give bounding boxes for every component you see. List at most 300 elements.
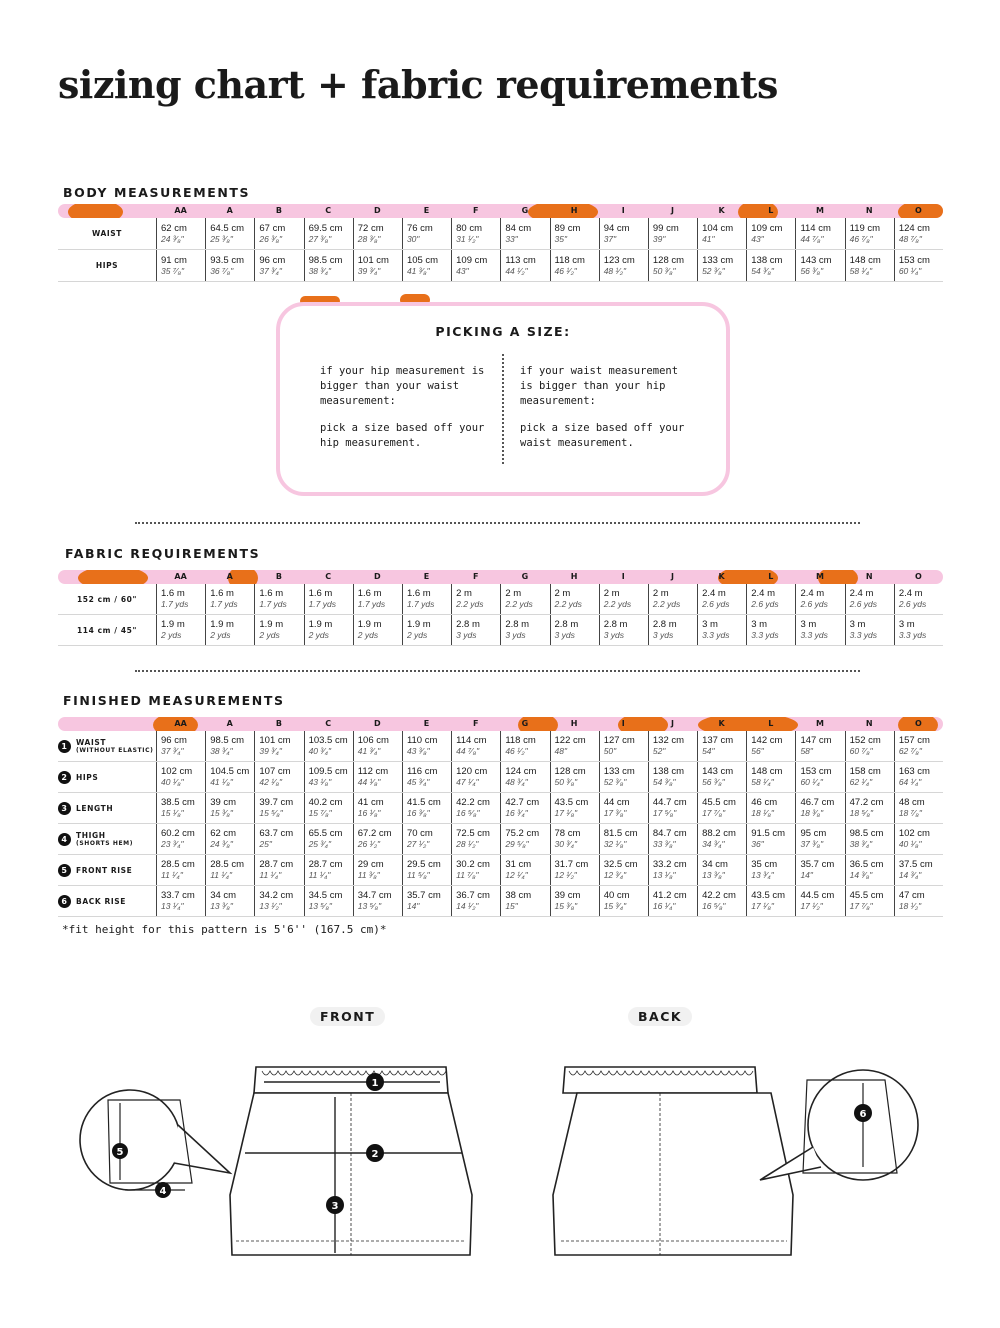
- metric-value: 70 cm: [406, 828, 433, 839]
- size-label: B: [275, 206, 283, 215]
- metric-value: 81.5 cm: [603, 828, 638, 839]
- metric-value: 2.4 m: [898, 588, 923, 599]
- table-cell: [845, 855, 894, 885]
- row-number-icon: 6: [58, 895, 71, 908]
- table-cell: [156, 250, 205, 281]
- size-label: O: [915, 206, 922, 215]
- imperial-value: 16 ³⁄₄": [505, 808, 528, 818]
- table-row: [58, 615, 943, 646]
- table-cell: [254, 886, 303, 916]
- imperial-value: 36 ⁷⁄₈": [210, 265, 234, 276]
- table-cell: [304, 731, 353, 761]
- metric-value: 143 cm: [800, 254, 832, 266]
- imperial-value: 43 ¹⁄₈": [308, 777, 332, 787]
- metric-value: 33.2 cm: [652, 859, 687, 870]
- table-cell: [205, 218, 254, 249]
- imperial-value: 54 ³⁄₈": [751, 265, 774, 276]
- metric-value: 1.6 m: [308, 588, 333, 599]
- metric-value: 153 cm: [800, 766, 832, 777]
- metric-value: 40 cm: [603, 890, 630, 901]
- metric-value: 34.2 cm: [259, 890, 294, 901]
- table-cell: [304, 762, 353, 792]
- table-cell: [550, 886, 599, 916]
- table-cell: [451, 855, 500, 885]
- size-label: N: [865, 206, 873, 215]
- table-cell: [304, 824, 353, 854]
- imperial-value: 3 yds: [652, 630, 674, 640]
- table-cell: [500, 886, 549, 916]
- metric-value: 48 cm: [898, 797, 925, 808]
- metric-value: 43.5 cm: [554, 797, 589, 808]
- table-cell: [353, 218, 402, 249]
- metric-value: 47 cm: [898, 890, 925, 901]
- size-label: L: [768, 719, 774, 728]
- table-cell: [353, 855, 402, 885]
- metric-value: 44.7 cm: [652, 797, 687, 808]
- imperial-value: 14": [800, 870, 813, 880]
- table-cell: [648, 731, 697, 761]
- imperial-value: 13 ³⁄₈": [702, 870, 725, 880]
- size-label: G: [521, 719, 529, 728]
- imperial-value: 13 ³⁄₈": [210, 901, 233, 911]
- metric-value: 35 cm: [751, 859, 778, 870]
- imperial-value: 1.7 yds: [259, 599, 287, 609]
- metric-value: 96 cm: [161, 735, 187, 746]
- imperial-value: 31 ¹⁄₂": [456, 233, 479, 244]
- imperial-value: 11 ³⁄₈": [357, 870, 380, 880]
- front-label: FRONT: [310, 1007, 385, 1026]
- metric-value: 34.7 cm: [357, 890, 392, 901]
- table-cell: [648, 886, 697, 916]
- imperial-value: 13 ¹⁄₈": [652, 870, 676, 880]
- imperial-value: 33 ³⁄₈": [652, 839, 676, 849]
- table-cell: [894, 793, 943, 823]
- table-cell: [697, 824, 746, 854]
- table-cell: [845, 762, 894, 792]
- hip-guidance: [320, 364, 490, 463]
- table-cell: [746, 731, 795, 761]
- metric-value: 34 cm: [702, 859, 728, 870]
- metric-value: 78 cm: [554, 828, 581, 839]
- table-cell: [599, 762, 648, 792]
- metric-value: 1.9 m: [406, 619, 431, 630]
- imperial-value: 40 ³⁄₄": [308, 746, 332, 756]
- metric-value: 91.5 cm: [751, 828, 786, 839]
- metric-value: 101 cm: [357, 254, 389, 266]
- table-cell: [156, 762, 205, 792]
- row-label-text: WAIST: [76, 738, 107, 747]
- metric-value: 105 cm: [406, 254, 439, 266]
- metric-value: 3 m: [898, 619, 915, 630]
- body-measurements-table: [58, 204, 943, 282]
- table-cell: [599, 615, 648, 645]
- imperial-value: 58 ¹⁄₄": [849, 265, 873, 276]
- marker-1-icon: 1: [371, 1078, 379, 1089]
- metric-value: 138 cm: [751, 254, 783, 266]
- metric-value: 2 m: [505, 588, 522, 599]
- size-label: N: [865, 572, 873, 581]
- metric-value: 69.5 cm: [308, 222, 343, 234]
- metric-value: 1.6 m: [259, 588, 284, 599]
- row-sublabel: (WITHOUT ELASTIC): [76, 747, 154, 754]
- imperial-value: 62 ¹⁄₄": [849, 777, 873, 787]
- table-cell: [550, 250, 599, 281]
- imperial-value: 12 ¹⁄₂": [554, 870, 577, 880]
- imperial-value: 13 ³⁄₄": [751, 870, 774, 880]
- metric-value: 39.7 cm: [259, 797, 294, 808]
- table-cell: [205, 855, 254, 885]
- imperial-value: 41 ³⁄₄": [357, 746, 381, 756]
- size-label: K: [718, 206, 725, 215]
- imperial-value: 24 ³⁄₈": [161, 233, 184, 244]
- imperial-value: 26 ¹⁄₂": [357, 839, 381, 849]
- table-cell: [402, 793, 451, 823]
- table-cell: [451, 218, 500, 249]
- metric-value: 1.9 m: [210, 619, 234, 630]
- size-label: E: [423, 572, 430, 581]
- table-cell: [648, 824, 697, 854]
- table-cell: [500, 762, 549, 792]
- table-cell: [697, 584, 746, 614]
- table-cell: [648, 762, 697, 792]
- metric-value: 31 cm: [505, 859, 532, 870]
- row-label: [58, 793, 156, 823]
- table-cell: [648, 855, 697, 885]
- imperial-value: 41 ³⁄₈": [406, 265, 430, 276]
- imperial-value: 46 ¹⁄₂": [505, 746, 528, 756]
- table-cell: [402, 584, 451, 614]
- imperial-value: 14 ³⁄₈": [849, 870, 873, 880]
- table-cell: [795, 886, 844, 916]
- table-cell: [451, 762, 500, 792]
- metric-value: 133 cm: [702, 254, 734, 266]
- metric-value: 45.5 cm: [849, 890, 884, 901]
- imperial-value: 43 ³⁄₈": [406, 746, 430, 756]
- size-label: D: [374, 572, 381, 581]
- metric-value: 128 cm: [652, 254, 685, 266]
- imperial-value: 2 yds: [161, 630, 182, 640]
- size-label: E: [423, 206, 430, 215]
- imperial-value: 28 ³⁄₈": [357, 233, 381, 244]
- size-label: C: [325, 719, 332, 728]
- metric-value: 3 m: [702, 619, 718, 630]
- metric-value: 36.7 cm: [456, 890, 490, 901]
- imperial-value: 58 ¹⁄₄": [751, 777, 774, 787]
- metric-value: 72 cm: [357, 222, 384, 234]
- metric-value: 28.5 cm: [210, 859, 244, 870]
- table-cell: [746, 615, 795, 645]
- table-cell: [353, 793, 402, 823]
- table-cell: [205, 731, 254, 761]
- metric-value: 28.7 cm: [308, 859, 343, 870]
- metric-value: 112 cm: [357, 766, 389, 777]
- imperial-value: 16 ¹⁄₈": [357, 808, 381, 818]
- imperial-value: 44 ¹⁄₈": [357, 777, 381, 787]
- table-cell: [550, 584, 599, 614]
- imperial-value: 2.2 yds: [554, 599, 582, 609]
- metric-value: 3 m: [849, 619, 866, 630]
- metric-value: 37.5 cm: [898, 859, 933, 870]
- metric-value: 104 cm: [702, 222, 734, 234]
- table-cell: [746, 762, 795, 792]
- table-cell: [746, 584, 795, 614]
- imperial-value: 3.3 yds: [751, 630, 779, 640]
- metric-value: 109 cm: [456, 254, 488, 266]
- fit-height-note: *fit height for this pattern is 5'6'' (167.5 cm)*: [62, 923, 387, 936]
- imperial-value: 17 ¹⁄₈": [751, 901, 774, 911]
- imperial-value: 2 yds: [406, 630, 428, 640]
- imperial-value: 2.6 yds: [751, 599, 779, 609]
- size-label: A: [226, 719, 233, 728]
- table-cell: [845, 886, 894, 916]
- table-cell: [402, 824, 451, 854]
- imperial-value: 40 ¹⁄₈": [898, 839, 922, 849]
- imperial-value: 2.2 yds: [603, 599, 632, 609]
- metric-value: 2.8 m: [554, 619, 579, 630]
- imperial-value: 15 ¹⁄₈": [161, 808, 184, 818]
- size-label: I: [621, 206, 625, 215]
- imperial-value: 50": [603, 746, 617, 756]
- imperial-value: 54 ³⁄₈": [652, 777, 676, 787]
- imperial-value: 50 ³⁄₈": [554, 777, 578, 787]
- imperial-value: 52": [652, 746, 666, 756]
- imperial-value: 14": [406, 901, 420, 911]
- imperial-value: 60 ¹⁄₄": [800, 777, 823, 787]
- table-cell: [156, 218, 205, 249]
- metric-value: 64.5 cm: [210, 222, 244, 234]
- imperial-value: 2.6 yds: [849, 599, 878, 609]
- picking-heading: PICKING A SIZE:: [435, 324, 571, 339]
- imperial-value: 2 yds: [210, 630, 231, 640]
- table-cell: [599, 886, 648, 916]
- metric-value: 1.9 m: [161, 619, 185, 630]
- table-cell: [353, 824, 402, 854]
- metric-value: 124 cm: [898, 222, 930, 234]
- table-cell: [550, 762, 599, 792]
- table-cell: [599, 824, 648, 854]
- metric-value: 3 m: [751, 619, 768, 630]
- metric-value: 33.7 cm: [161, 890, 195, 901]
- metric-value: 107 cm: [259, 766, 291, 777]
- imperial-value: 30": [406, 233, 420, 244]
- metric-value: 133 cm: [603, 766, 635, 777]
- page-title: sizing chart + fabric requirements: [58, 62, 778, 107]
- table-cell: [697, 218, 746, 249]
- metric-value: 142 cm: [751, 735, 783, 746]
- imperial-value: 18 ⁷⁄₈": [898, 808, 922, 818]
- back-skirt-illustration: [545, 1055, 945, 1270]
- metric-value: 106 cm: [357, 735, 389, 746]
- metric-value: 153 cm: [898, 254, 930, 266]
- imperial-value: 3 yds: [456, 630, 477, 640]
- metric-value: 98.5 cm: [308, 254, 343, 266]
- size-label: AA: [174, 206, 187, 215]
- table-cell: [746, 250, 795, 281]
- table-row: [58, 584, 943, 615]
- imperial-value: 15 ³⁄₈": [210, 808, 233, 818]
- metric-value: 110 cm: [406, 735, 438, 746]
- table-cell: [550, 731, 599, 761]
- size-label: F: [472, 206, 479, 215]
- metric-value: 42.7 cm: [505, 797, 540, 808]
- size-label: F: [472, 719, 479, 728]
- metric-value: 42.2 cm: [456, 797, 490, 808]
- imperial-value: 48 ¹⁄₂": [603, 265, 627, 276]
- metric-value: 122 cm: [554, 735, 586, 746]
- imperial-value: 12 ¹⁄₄": [505, 870, 528, 880]
- table-cell: [795, 250, 844, 281]
- size-label: I: [621, 719, 625, 728]
- metric-value: 148 cm: [751, 766, 783, 777]
- size-label: B: [275, 719, 283, 728]
- table-cell: [795, 855, 844, 885]
- table-cell: [500, 824, 549, 854]
- metric-value: 1.6 m: [161, 588, 185, 599]
- table-cell: [402, 855, 451, 885]
- table-cell: [402, 218, 451, 249]
- metric-value: 2.8 m: [603, 619, 628, 630]
- table-row: [58, 250, 943, 282]
- metric-value: 3 m: [800, 619, 817, 630]
- size-label: K: [718, 572, 725, 581]
- imperial-value: 14 ³⁄₄": [898, 870, 922, 880]
- metric-value: 38 cm: [505, 890, 532, 901]
- table-cell: [894, 615, 943, 645]
- metric-value: 102 cm: [161, 766, 193, 777]
- table-cell: [304, 250, 353, 281]
- metric-value: 2.4 m: [849, 588, 874, 599]
- metric-value: 95 cm: [800, 828, 827, 839]
- imperial-value: 2.2 yds: [652, 599, 681, 609]
- row-label: [58, 855, 156, 885]
- row-number-icon: 1: [58, 740, 71, 753]
- table-cell: [550, 615, 599, 645]
- waist-action: pick a size based off your waist measurement.: [520, 422, 685, 449]
- size-label: G: [521, 572, 529, 581]
- metric-value: 113 cm: [505, 254, 536, 266]
- metric-value: 35.7 cm: [406, 890, 441, 901]
- table-cell: [648, 584, 697, 614]
- table-cell: [402, 615, 451, 645]
- imperial-value: 2 yds: [259, 630, 280, 640]
- metric-value: 2 m: [554, 588, 571, 599]
- table-cell: [451, 250, 500, 281]
- table-cell: [500, 793, 549, 823]
- table-cell: [697, 886, 746, 916]
- table-cell: [500, 218, 549, 249]
- imperial-value: 3 yds: [603, 630, 625, 640]
- metric-value: 94 cm: [603, 222, 630, 234]
- table-row: [58, 886, 943, 917]
- metric-value: 1.6 m: [357, 588, 382, 599]
- table-cell: [205, 250, 254, 281]
- imperial-value: 56 ³⁄₈": [702, 777, 725, 787]
- marker-2-icon: 2: [371, 1149, 379, 1160]
- table-cell: [451, 824, 500, 854]
- metric-value: 104.5 cm: [210, 766, 250, 777]
- table-cell: [795, 731, 844, 761]
- imperial-value: 15 ⁵⁄₈": [259, 808, 283, 818]
- table-cell: [254, 584, 303, 614]
- marker-5-icon: 5: [116, 1147, 124, 1158]
- imperial-value: 24 ³⁄₈": [210, 839, 233, 849]
- table-cell: [795, 824, 844, 854]
- metric-value: 41.5 cm: [406, 797, 441, 808]
- table-cell: [500, 731, 549, 761]
- imperial-value: 38 ³⁄₄": [308, 265, 332, 276]
- imperial-value: 14 ¹⁄₂": [456, 901, 479, 911]
- metric-value: 46 cm: [751, 797, 778, 808]
- table-cell: [550, 824, 599, 854]
- table-cell: [648, 250, 697, 281]
- dotted-divider: [135, 522, 860, 524]
- size-label: A: [226, 206, 233, 215]
- table-cell: [254, 250, 303, 281]
- metric-value: 2.4 m: [800, 588, 825, 599]
- imperial-value: 48 ³⁄₄": [505, 777, 528, 787]
- table-cell: [599, 793, 648, 823]
- imperial-value: 43": [751, 233, 764, 244]
- size-label: M: [816, 719, 825, 728]
- table-cell: [894, 886, 943, 916]
- metric-value: 2.4 m: [702, 588, 726, 599]
- metric-value: 138 cm: [652, 766, 685, 777]
- row-label: [58, 731, 156, 761]
- picking-a-size-box: [276, 302, 730, 496]
- imperial-value: 27 ³⁄₈": [308, 233, 332, 244]
- metric-value: 152 cm: [849, 735, 881, 746]
- row-number-icon: 4: [58, 833, 71, 846]
- metric-value: 62 cm: [210, 828, 237, 839]
- metric-value: 35.7 cm: [800, 859, 835, 870]
- metric-value: 44.5 cm: [800, 890, 835, 901]
- imperial-value: 2.6 yds: [898, 599, 927, 609]
- size-label: J: [670, 206, 674, 215]
- table-cell: [205, 762, 254, 792]
- imperial-value: 15": [505, 901, 518, 911]
- row-label: HIPS: [95, 261, 119, 270]
- table-cell: [156, 824, 205, 854]
- metric-value: 67 cm: [259, 222, 286, 234]
- row-label: 152 cm / 60": [76, 594, 138, 604]
- imperial-value: 43": [456, 265, 469, 276]
- table-row: [58, 855, 943, 886]
- imperial-value: 3 yds: [505, 630, 526, 640]
- table-cell: [894, 584, 943, 614]
- table-cell: [746, 886, 795, 916]
- table-cell: [599, 584, 648, 614]
- metric-value: 2.8 m: [505, 619, 530, 630]
- size-label: O: [915, 572, 922, 581]
- imperial-value: 46 ⁷⁄₈": [849, 233, 873, 244]
- imperial-value: 3.3 yds: [702, 630, 730, 640]
- imperial-value: 45 ³⁄₄": [406, 777, 430, 787]
- metric-value: 101 cm: [259, 735, 291, 746]
- size-label: A: [226, 572, 233, 581]
- table-cell: [746, 824, 795, 854]
- imperial-value: 27 ¹⁄₂": [406, 839, 430, 849]
- imperial-value: 37 ³⁄₄": [161, 746, 184, 756]
- imperial-value: 25 ³⁄₄": [308, 839, 332, 849]
- imperial-value: 13 ¹⁄₂": [259, 901, 282, 911]
- metric-value: 72.5 cm: [456, 828, 490, 839]
- imperial-value: 41": [702, 233, 715, 244]
- imperial-value: 11 ¹⁄₄": [259, 870, 282, 880]
- imperial-value: 3.3 yds: [800, 630, 828, 640]
- table-cell: [451, 731, 500, 761]
- table-cell: [697, 793, 746, 823]
- metric-value: 2 m: [603, 588, 620, 599]
